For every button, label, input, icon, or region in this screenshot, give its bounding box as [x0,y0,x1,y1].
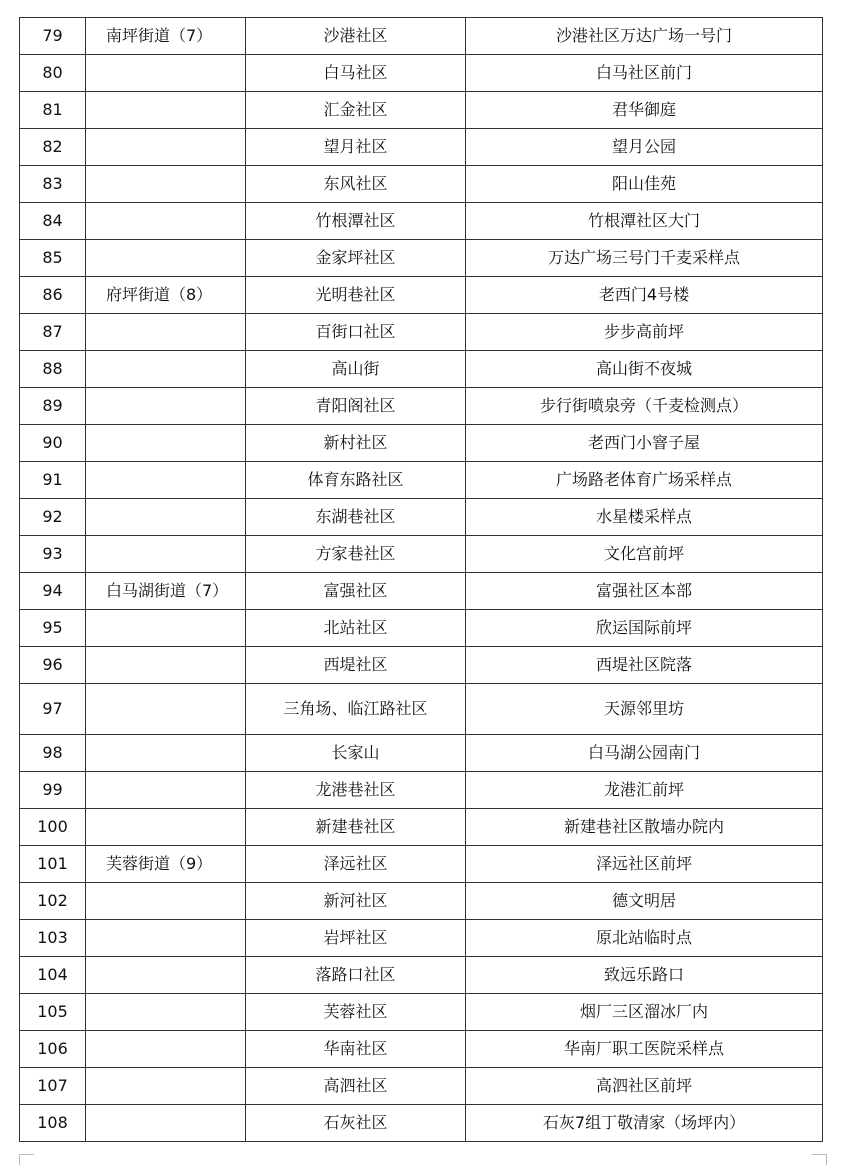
cell-number: 83 [20,166,86,203]
cell-community: 青阳阁社区 [246,388,466,425]
cell-community: 东湖巷社区 [246,499,466,536]
table-row [20,425,823,462]
cell-community: 龙港巷社区 [246,772,466,809]
cell-sampling-site: 水星楼采样点 [466,499,823,536]
cell-number: 107 [20,1068,86,1105]
cell-street [86,388,246,425]
cell-number: 105 [20,994,86,1031]
cell-street [86,129,246,166]
cell-community: 沙港社区 [246,18,466,55]
cell-street: 白马湖街道（7） [86,573,246,610]
table-row [20,203,823,240]
table-row [20,684,823,735]
cell-street [86,920,246,957]
cell-sampling-site: 华南厂职工医院采样点 [466,1031,823,1068]
cell-number: 104 [20,957,86,994]
cell-number: 100 [20,809,86,846]
cell-sampling-site: 步行街喷泉旁（千麦检测点） [466,388,823,425]
table-row [20,351,823,388]
cell-street [86,1068,246,1105]
cell-sampling-site: 老西门4号楼 [466,277,823,314]
cell-number: 94 [20,573,86,610]
cell-number: 103 [20,920,86,957]
table-row [20,920,823,957]
cell-community: 新村社区 [246,425,466,462]
cell-street [86,684,246,735]
cell-community: 泽远社区 [246,846,466,883]
table-row [20,1105,823,1142]
cell-sampling-site: 烟厂三区溜冰厂内 [466,994,823,1031]
cell-street [86,1031,246,1068]
cell-number: 86 [20,277,86,314]
cell-sampling-site: 高山街不夜城 [466,351,823,388]
cell-sampling-site: 沙港社区万达广场一号门 [466,18,823,55]
cell-community: 百街口社区 [246,314,466,351]
cell-number: 101 [20,846,86,883]
cell-number: 84 [20,203,86,240]
cell-number: 95 [20,610,86,647]
cell-community: 三角场、临江路社区 [246,684,466,735]
cell-community: 光明巷社区 [246,277,466,314]
cell-community: 体育东路社区 [246,462,466,499]
cell-street [86,462,246,499]
cell-number: 98 [20,735,86,772]
cell-sampling-site: 阳山佳苑 [466,166,823,203]
cell-community: 方家巷社区 [246,536,466,573]
cell-community: 东风社区 [246,166,466,203]
cell-sampling-site: 文化宫前坪 [466,536,823,573]
cell-street [86,203,246,240]
cell-number: 79 [20,18,86,55]
cell-sampling-site: 原北站临时点 [466,920,823,957]
table-row [20,18,823,55]
cell-community: 西堤社区 [246,647,466,684]
cell-community: 金家坪社区 [246,240,466,277]
cell-community: 汇金社区 [246,92,466,129]
cell-street [86,883,246,920]
cell-sampling-site: 石灰7组丁敬清家（场坪内） [466,1105,823,1142]
cell-number: 90 [20,425,86,462]
table-row [20,92,823,129]
cell-street: 府坪街道（8） [86,277,246,314]
cell-number: 96 [20,647,86,684]
cell-number: 85 [20,240,86,277]
table-row [20,499,823,536]
cell-sampling-site: 天源邻里坊 [466,684,823,735]
cell-number: 93 [20,536,86,573]
table-row [20,957,823,994]
table-row [20,166,823,203]
table-row [20,536,823,573]
table-row [20,1068,823,1105]
page-edge-marks [0,1150,846,1164]
cell-street: 芙蓉街道（9） [86,846,246,883]
table-row [20,129,823,166]
cell-community: 北站社区 [246,610,466,647]
cell-street [86,772,246,809]
cell-street [86,809,246,846]
table-row [20,314,823,351]
cell-number: 91 [20,462,86,499]
cell-sampling-site: 泽远社区前坪 [466,846,823,883]
cell-sampling-site: 富强社区本部 [466,573,823,610]
sampling-site-table [19,17,823,1142]
table-row [20,277,823,314]
cell-street [86,92,246,129]
cell-number: 81 [20,92,86,129]
cell-street [86,166,246,203]
cell-community: 芙蓉社区 [246,994,466,1031]
cell-number: 92 [20,499,86,536]
cell-street [86,610,246,647]
cell-sampling-site: 新建巷社区散墙办院内 [466,809,823,846]
cell-street [86,735,246,772]
cell-number: 97 [20,684,86,735]
table-body [20,18,823,1142]
cell-street [86,536,246,573]
cell-community: 富强社区 [246,573,466,610]
cell-sampling-site: 广场路老体育广场采样点 [466,462,823,499]
cell-street [86,425,246,462]
cell-sampling-site: 老西门小窨子屋 [466,425,823,462]
cell-community: 华南社区 [246,1031,466,1068]
cell-number: 88 [20,351,86,388]
cell-street [86,957,246,994]
table-row [20,809,823,846]
cell-community: 望月社区 [246,129,466,166]
cell-community: 新建巷社区 [246,809,466,846]
cell-sampling-site: 白马湖公园南门 [466,735,823,772]
cell-sampling-site: 龙港汇前坪 [466,772,823,809]
page-corner-mark-right [812,1154,827,1165]
cell-street [86,647,246,684]
cell-sampling-site: 德文明居 [466,883,823,920]
cell-street [86,994,246,1031]
cell-street [86,351,246,388]
cell-number: 102 [20,883,86,920]
cell-community: 岩坪社区 [246,920,466,957]
table-row [20,388,823,425]
cell-sampling-site: 望月公园 [466,129,823,166]
table-row [20,647,823,684]
cell-community: 白马社区 [246,55,466,92]
cell-community: 高泗社区 [246,1068,466,1105]
cell-sampling-site: 竹根潭社区大门 [466,203,823,240]
cell-street [86,1105,246,1142]
cell-sampling-site: 高泗社区前坪 [466,1068,823,1105]
cell-sampling-site: 欣运国际前坪 [466,610,823,647]
cell-community: 新河社区 [246,883,466,920]
cell-number: 87 [20,314,86,351]
cell-sampling-site: 致远乐路口 [466,957,823,994]
cell-sampling-site: 万达广场三号门千麦采样点 [466,240,823,277]
table-row [20,240,823,277]
cell-number: 106 [20,1031,86,1068]
page-corner-mark-left [19,1154,34,1165]
cell-sampling-site: 白马社区前门 [466,55,823,92]
cell-number: 89 [20,388,86,425]
cell-community: 落路口社区 [246,957,466,994]
cell-number: 80 [20,55,86,92]
table-row [20,772,823,809]
cell-community: 石灰社区 [246,1105,466,1142]
table-row [20,462,823,499]
table-row [20,55,823,92]
table-row [20,883,823,920]
cell-number: 82 [20,129,86,166]
table-row [20,846,823,883]
cell-street [86,240,246,277]
cell-street: 南坪街道（7） [86,18,246,55]
cell-number: 99 [20,772,86,809]
cell-street [86,499,246,536]
sampling-site-table-page [19,17,822,1142]
table-row [20,610,823,647]
table-row [20,573,823,610]
cell-number: 108 [20,1105,86,1142]
cell-sampling-site: 步步高前坪 [466,314,823,351]
table-row [20,1031,823,1068]
cell-community: 竹根潭社区 [246,203,466,240]
cell-street [86,314,246,351]
cell-sampling-site: 君华御庭 [466,92,823,129]
cell-community: 高山街 [246,351,466,388]
table-row [20,735,823,772]
cell-street [86,55,246,92]
table-row [20,994,823,1031]
cell-sampling-site: 西堤社区院落 [466,647,823,684]
cell-community: 长家山 [246,735,466,772]
